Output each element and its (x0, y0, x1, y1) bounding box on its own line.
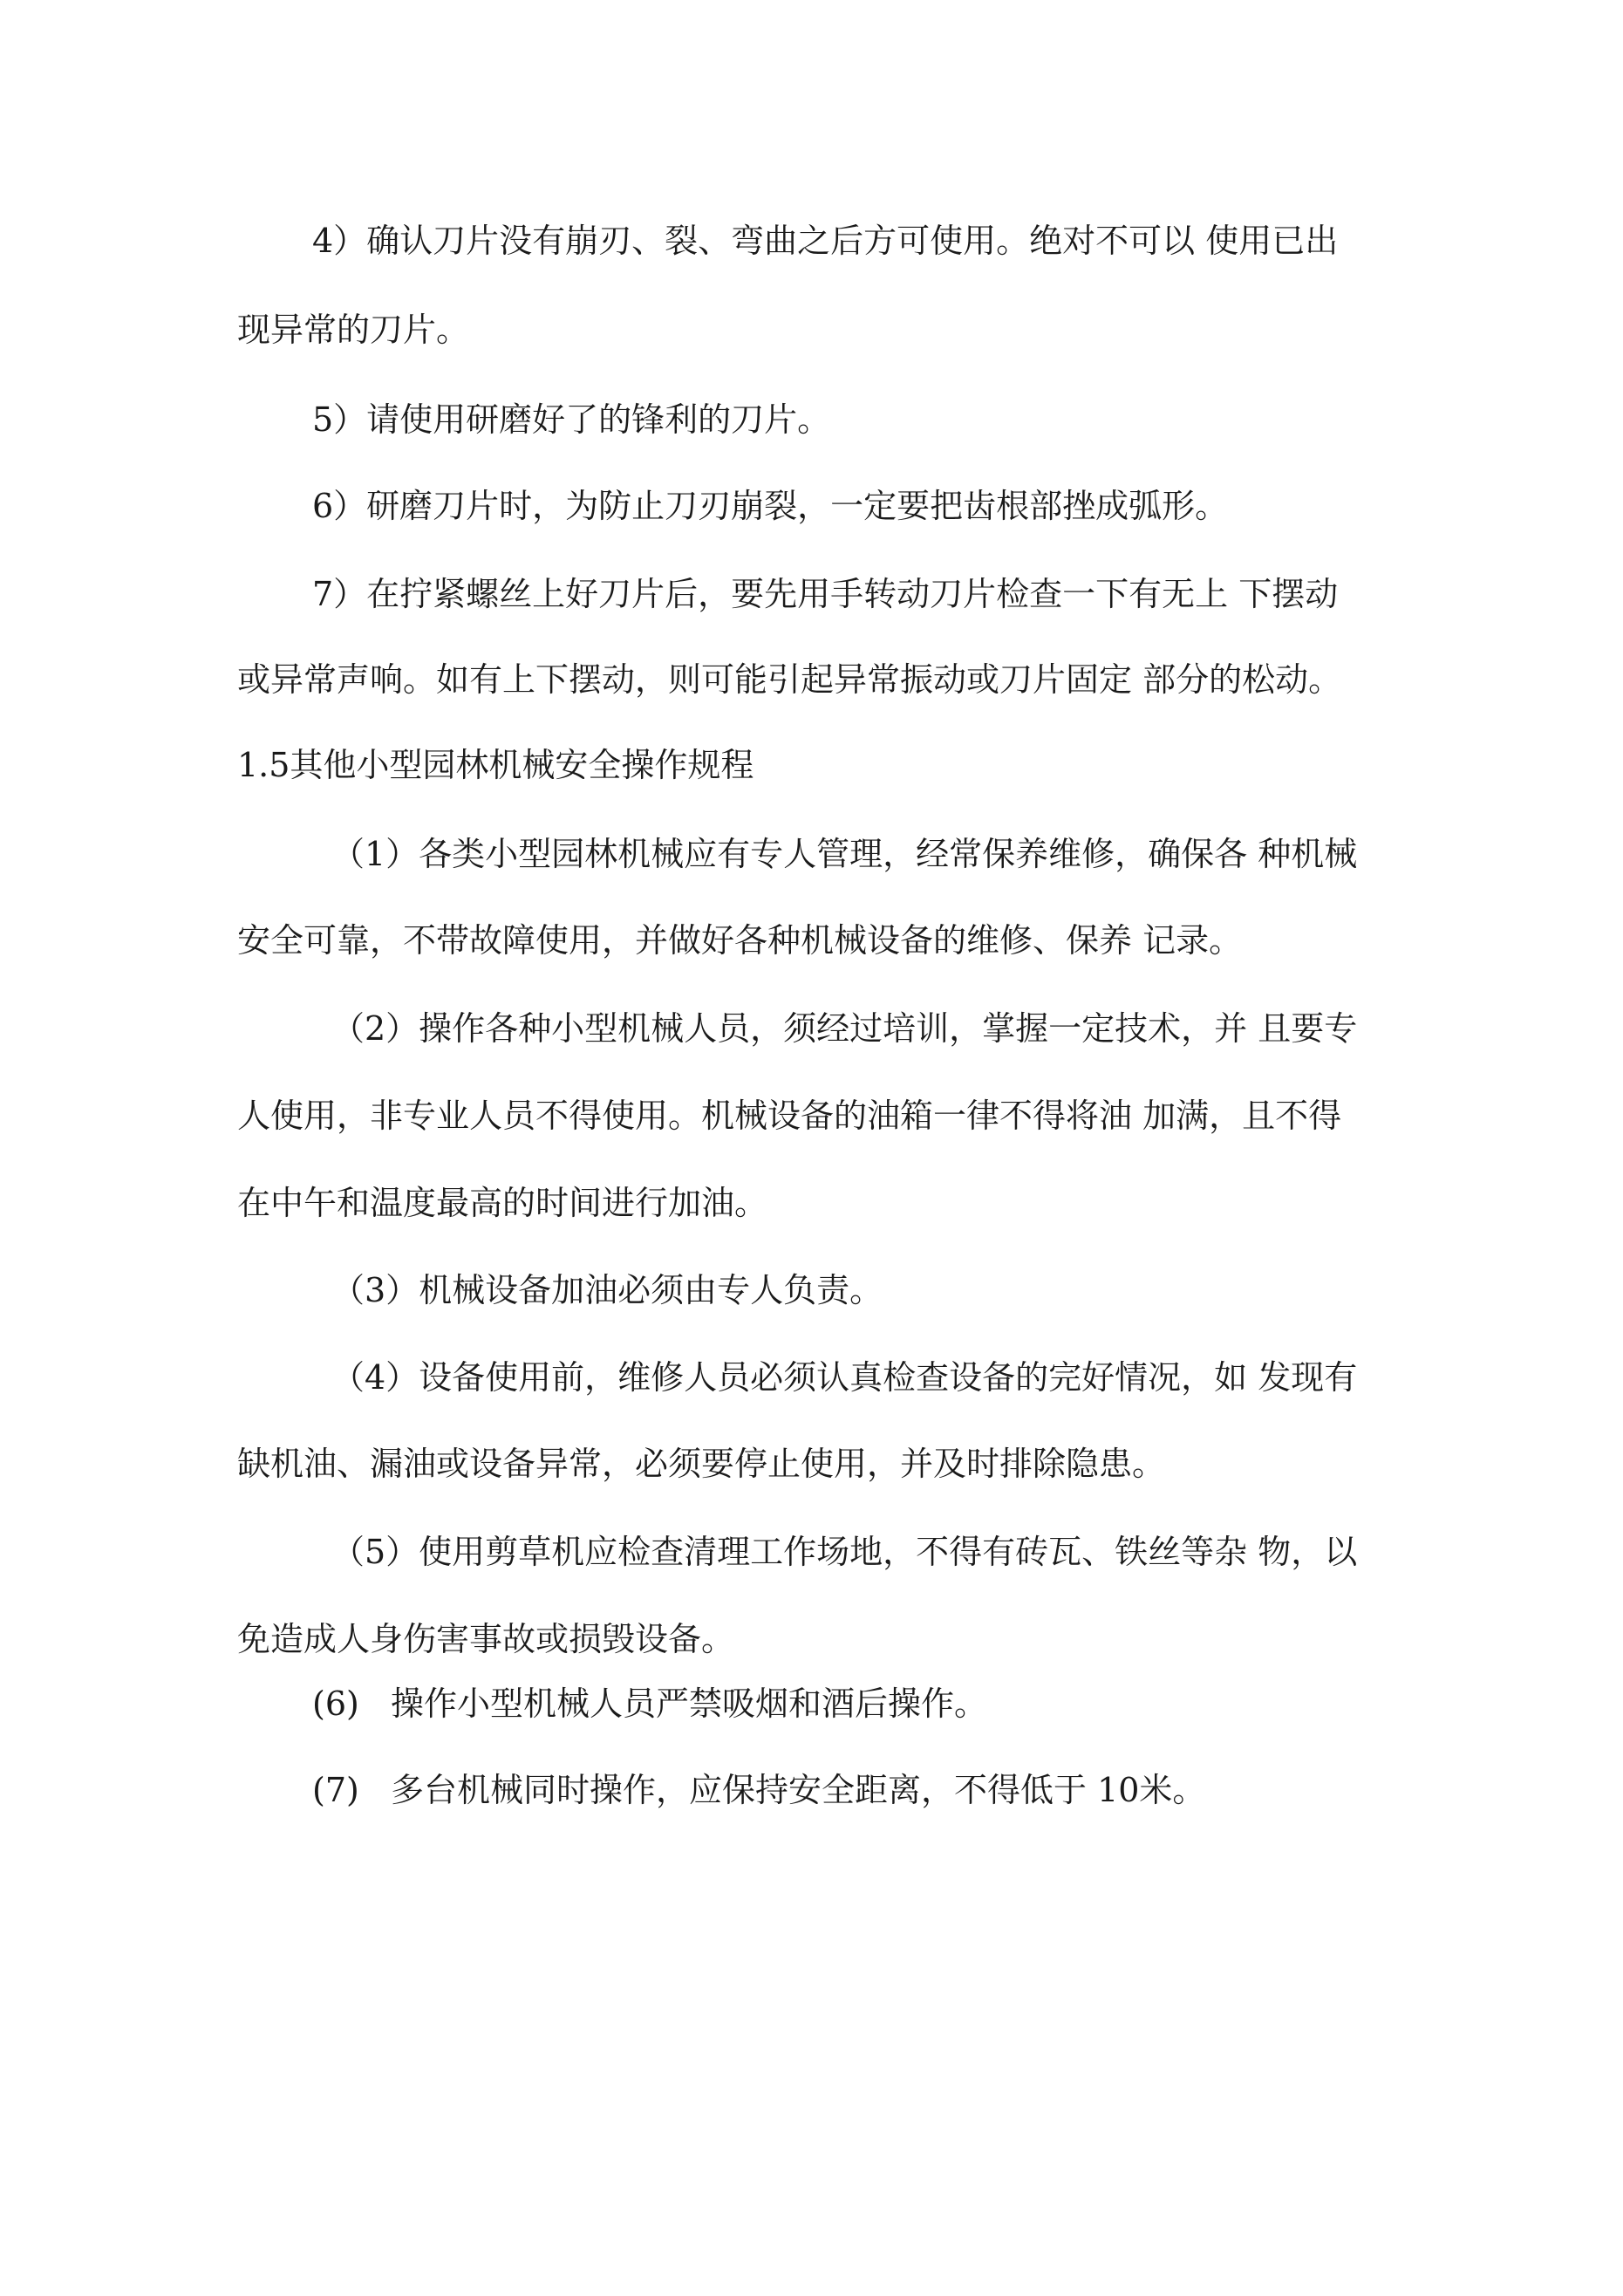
item-5-line-1: （5）使用剪草机应检查清理工作场地，不得有砖瓦、铁丝等杂 物，以 (331, 1533, 1358, 1571)
paragraph-7-line-2: 或异常声响。如有上下摆动，则可能引起异常振动或刀片固定 部分的松动。 (237, 660, 1342, 699)
item-4-line-2: 缺机油、漏油或设备异常，必须要停止使用，并及时排除隐患。 (237, 1445, 1166, 1483)
item-5-line-2: 免造成人身伤害事故或损毁设备。 (237, 1620, 735, 1658)
paragraph-4-line-2: 现异常的刀片。 (237, 311, 470, 349)
item-4-line-1: （4）设备使用前，维修人员必须认真检查设备的完好情况，如 发现有 (331, 1358, 1358, 1397)
item-2-line-1: （2）操作各种小型机械人员，须经过培训，掌握一定技术，并 且要专 (331, 1009, 1358, 1048)
item-7-marker: (7) (312, 1771, 359, 1809)
item-1-line-1: （1）各类小型园林机械应有专人管理，经常保养维修，确保各 种机械 (331, 835, 1358, 873)
item-2-line-3: 在中午和温度最高的时间进行加油。 (237, 1184, 768, 1222)
paragraph-4-line-1: 4）确认刀片没有崩刃、裂、弯曲之后方可使用。绝对不可以 使用已出 (312, 222, 1339, 260)
paragraph-7-line-1: 7）在拧紧螺丝上好刀片后，要先用手转动刀片检查一下有无上 下摆动 (312, 575, 1339, 613)
paragraph-6: 6）研磨刀片时，为防止刀刃崩裂，一定要把齿根部挫成弧形。 (312, 487, 1229, 525)
section-heading: 1.5其他小型园林机械安全操作规程 (237, 746, 754, 784)
item-3: （3）机械设备加油必须由专人负责。 (331, 1271, 883, 1309)
item-6-text: 操作小型机械人员严禁吸烟和酒后操作。 (391, 1684, 988, 1723)
item-6-marker: (6) (312, 1684, 359, 1723)
item-7-text: 多台机械同时操作，应保持安全距离，不得低于 10米。 (391, 1771, 1206, 1809)
paragraph-5: 5）请使用研磨好了的锋利的刀片。 (312, 400, 831, 439)
item-2-line-2: 人使用，非专业人员不得使用。机械设备的油箱一律不得将油 加满，且不得 (237, 1097, 1342, 1135)
item-1-line-2: 安全可靠，不带故障使用，并做好各种机械设备的维修、保养 记录。 (237, 921, 1243, 960)
